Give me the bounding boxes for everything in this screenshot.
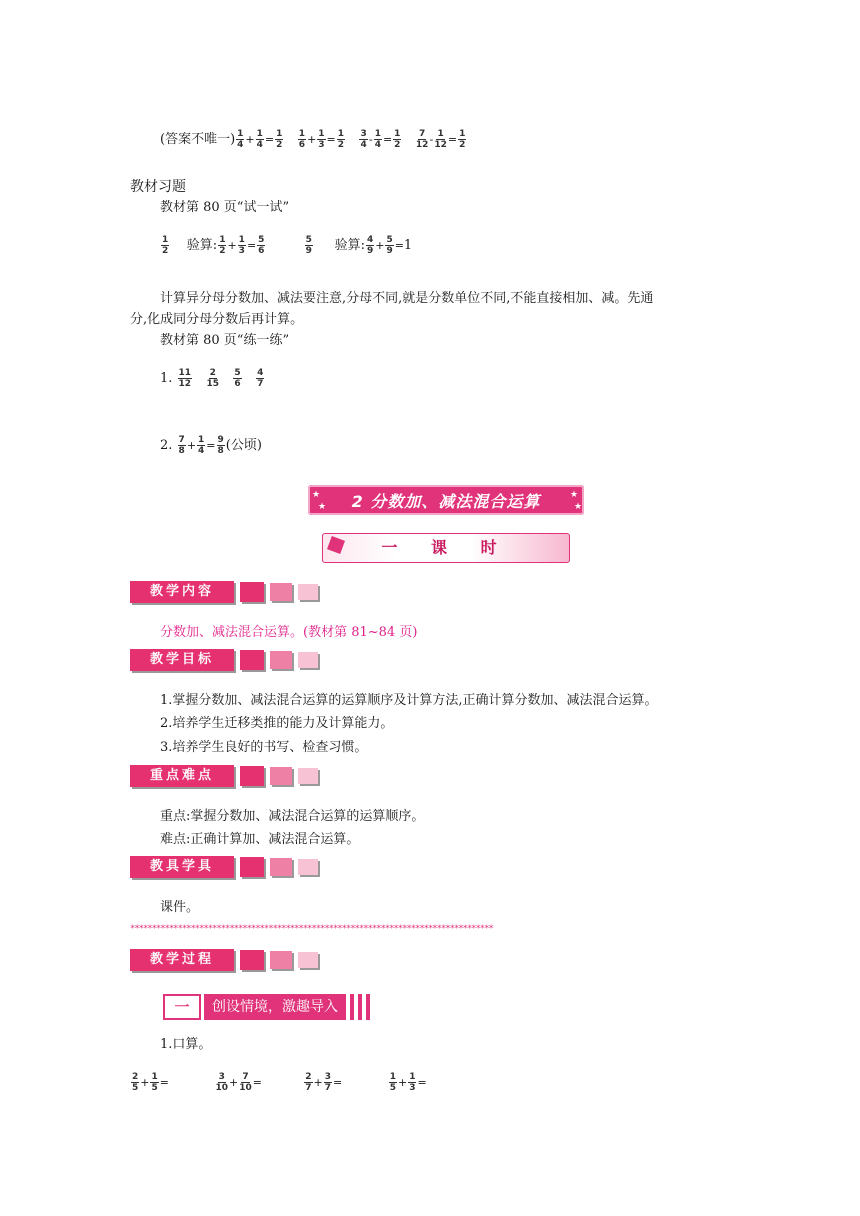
answers-prefix: (答案不唯一)	[160, 132, 236, 147]
star-icon: ★	[574, 502, 583, 512]
chapter-banner	[308, 485, 584, 515]
section-label: 教具学具	[130, 856, 234, 878]
note-line-2: 分,化成同分母分数后再计算。	[130, 312, 304, 327]
star-icon: ★	[570, 490, 579, 500]
practice-title: 教材第 80 页“练一练”	[160, 333, 290, 348]
answers-line: (答案不唯一) $\frac{1}{4}$ + $\frac{1}{4}$ = $\frac{1}{2}$ $\frac{1}{6}$ + $\frac{1}{3}$ = $\frac{1}{2}$ $\frac{3}{4}$ - $\frac{1}{4}$ = $\frac{1}{2}$ $\frac{7}{12}$ - $\frac{1}{12}$ = $\frac{1}{2}$	[160, 129, 466, 150]
eq-result: 1	[403, 238, 413, 253]
fraction: $\frac{5}{6}$	[258, 235, 265, 256]
fraction: $\frac{1}{5}$	[389, 1072, 396, 1093]
section-label: 重点难点	[130, 765, 234, 787]
goal-item: 3.培养学生良好的书写、检查习惯。	[160, 740, 368, 755]
decor-square	[240, 766, 264, 786]
oral-exercises: $\frac{2}{5}$ + $\frac{1}{5}$ = $\frac{3}{10}$ + $\frac{7}{10}$ = $\frac{2}{7}$ + $\frac{3}{7}$ = $\frac{1}{5}$ + $\frac{1}{3}$ =	[132, 1072, 427, 1093]
fraction: $\frac{3}{4}$	[360, 129, 367, 150]
star-divider: ************************************************************************************	[130, 924, 493, 934]
decor-square	[240, 582, 264, 602]
fraction: $\frac{1}{4}$	[237, 129, 244, 150]
fraction: $\frac{4}{9}$	[366, 235, 374, 256]
section-label: 教学目标	[130, 649, 234, 671]
item-label: 2.	[160, 438, 173, 453]
fraction: $\frac{2}{15}$	[206, 368, 220, 389]
star-icon: ★	[312, 490, 321, 500]
decor-square	[298, 952, 318, 968]
exercises-heading: 教材习题	[130, 179, 186, 195]
goal-item: 1.掌握分数加、减法混合运算的运算顺序及计算方法,正确计算分数加、减法混合运算。	[160, 693, 658, 708]
try-answers: $\frac{1}{2}$ 验算: $\frac{1}{2}$ + $\frac{1}{3}$ = $\frac{5}{6}$ $\frac{5}{9}$ 验算: $\frac{4}{9}$ + $\frac{5}{9}$ =1	[162, 235, 413, 256]
chapter-title: 2 分数加、减法混合运算	[351, 491, 541, 511]
decor-square	[240, 950, 264, 970]
fraction: $\frac{1}{3}$	[318, 129, 325, 150]
fraction: $\frac{2}{7}$	[305, 1072, 312, 1093]
decor-square	[270, 651, 292, 669]
fraction: $\frac{1}{2}$	[219, 235, 226, 256]
note-line-1: 计算异分母分数加、减法要注意,分母不同,就是分数单位不同,不能直接相加、减。先通	[160, 291, 654, 306]
item-label: 1.	[160, 371, 173, 386]
section-process	[130, 949, 318, 971]
decor-square	[270, 858, 292, 876]
decor-bar	[366, 994, 370, 1020]
difficult-point: 难点:正确计算加、减法混合运算。	[160, 832, 360, 847]
fraction: $\frac{7}{8}$	[178, 435, 185, 456]
lesson-title: 一 课 时	[381, 538, 511, 557]
section-teaching-goals	[130, 649, 318, 671]
section-teaching-content	[130, 581, 318, 603]
fraction: $\frac{1}{2}$	[276, 129, 283, 150]
decor-square	[270, 583, 292, 601]
fraction: $\frac{1}{2}$	[394, 129, 401, 150]
step-bar	[163, 994, 370, 1020]
section-label: 教学过程	[130, 949, 234, 971]
fraction: $\frac{5}{9}$	[386, 235, 393, 256]
teaching-content-text: 分数加、减法混合运算。(教材第 81~84 页)	[160, 625, 418, 640]
fraction: $\frac{2}{5}$	[132, 1072, 139, 1093]
decor-square	[270, 951, 292, 969]
fraction: $\frac{1}{4}$	[374, 129, 381, 150]
fraction: $\frac{1}{3}$	[238, 235, 245, 256]
oral-title: 1.口算。	[160, 1037, 212, 1052]
fraction: $\frac{4}{7}$	[257, 368, 264, 389]
decor-square	[240, 650, 264, 670]
fraction: $\frac{1}{4}$	[198, 435, 205, 456]
step-number: 一	[163, 994, 201, 1020]
fraction: $\frac{7}{10}$	[239, 1072, 252, 1093]
fraction: $\frac{1}{4}$	[256, 129, 263, 150]
section-key-points	[130, 765, 318, 787]
fraction: $\frac{1}{2}$	[162, 235, 169, 256]
key-point: 重点:掌握分数加、减法混合运算的运算顺序。	[160, 809, 425, 824]
fraction: $\frac{1}{3}$	[409, 1072, 416, 1093]
decor-square	[240, 857, 264, 877]
goal-item: 2.培养学生迁移类推的能力及计算能力。	[160, 716, 394, 731]
fraction: $\frac{1}{12}$	[434, 129, 447, 150]
step-title: 创设情境，激趣导入	[204, 994, 346, 1020]
fraction: $\frac{5}{9}$	[305, 235, 312, 256]
decor-square	[270, 767, 292, 785]
decor-square	[298, 768, 318, 784]
star-icon: ★	[318, 502, 327, 512]
fraction: $\frac{9}{8}$	[217, 435, 224, 456]
fraction: $\frac{3}{10}$	[215, 1072, 228, 1093]
decor-bar	[358, 994, 362, 1020]
decor-square	[298, 652, 318, 668]
lesson-banner	[322, 533, 570, 563]
verify-label: 验算:	[334, 238, 365, 253]
fraction: $\frac{3}{7}$	[324, 1072, 332, 1093]
unit: (公顷)	[225, 438, 262, 453]
section-label: 教学内容	[130, 581, 234, 603]
fraction: $\frac{1}{2}$	[459, 129, 466, 150]
fraction: $\frac{1}{6}$	[298, 129, 306, 150]
fraction: $\frac{1}{2}$	[337, 129, 345, 150]
decor-square	[298, 859, 318, 875]
practice-item-2: 2. $\frac{7}{8}$ + $\frac{1}{4}$ = $\frac{9}{8}$ (公顷)	[160, 435, 262, 456]
fraction: $\frac{11}{12}$	[178, 368, 192, 389]
fraction: $\frac{7}{12}$	[415, 129, 429, 150]
verify-label: 验算:	[186, 238, 218, 253]
fraction: $\frac{1}{5}$	[151, 1072, 158, 1093]
practice-item-1	[160, 368, 265, 389]
decor-bar	[350, 994, 354, 1020]
fraction: $\frac{5}{6}$	[234, 368, 241, 389]
section-aids	[130, 856, 318, 878]
aids-text: 课件。	[160, 900, 200, 915]
decor-square	[298, 584, 318, 600]
try-title: 教材第 80 页“试一试”	[160, 200, 290, 215]
